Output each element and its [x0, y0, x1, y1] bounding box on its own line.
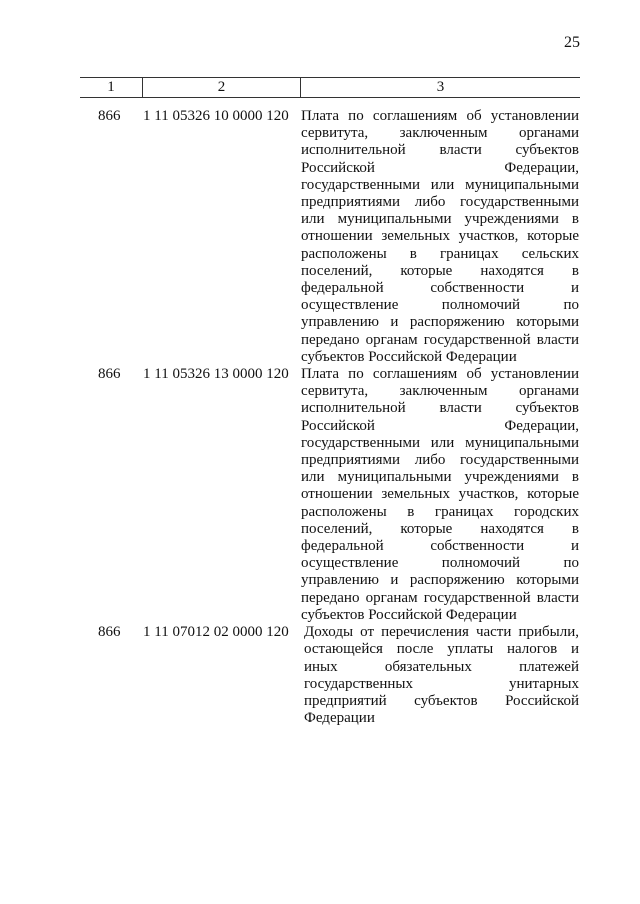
description-line: государственными или муниципальными — [301, 176, 579, 193]
description-line: осуществление полномочий по — [301, 297, 579, 314]
description-line: отношении земельных участков, которые — [301, 228, 579, 245]
description-line: поселений, которые находятся в — [301, 262, 579, 279]
description-line: исполнительной власти субъектов — [301, 400, 579, 417]
description-line: остающейся после уплаты налогов и — [304, 641, 579, 658]
description-line: предприятий субъектов Российской — [304, 692, 579, 709]
description-line: субъектов Российской Федерации — [301, 348, 517, 365]
description-line: Федерации — [304, 710, 375, 727]
description-line: расположены в границах сельских — [301, 245, 579, 262]
description-line: расположены в границах городских — [301, 503, 579, 520]
description-line: отношении земельных участков, которые — [301, 486, 579, 503]
budget-classification-code: 1 11 05326 13 0000 120 — [143, 366, 289, 383]
description-line: Российской Федерации, — [301, 417, 579, 434]
description-line: передано органам государственной власти — [301, 331, 579, 348]
income-description — [301, 366, 579, 624]
admin-code: 866 — [98, 366, 121, 383]
description-line: исполнительной власти субъектов — [301, 142, 579, 159]
description-line: управлению и распоряжению которыми — [301, 314, 579, 331]
income-description — [301, 108, 579, 366]
description-line: осуществление полномочий по — [301, 555, 579, 572]
description-line: федеральной собственности и — [301, 538, 579, 555]
budget-codes-table — [80, 77, 580, 727]
admin-code: 866 — [98, 624, 121, 641]
description-line: предприятиями либо государственными — [301, 452, 579, 469]
budget-classification-code: 1 11 07012 02 0000 120 — [143, 624, 289, 641]
description-line: субъектов Российской Федерации — [301, 606, 517, 623]
description-line: государственными или муниципальными — [301, 434, 579, 451]
description-line: передано органам государственной власти — [301, 589, 579, 606]
header-col-1: 1 — [80, 78, 143, 97]
description-line: Плата по соглашениям об установлении — [301, 108, 579, 124]
description-line: или муниципальными учреждениями в — [301, 211, 579, 228]
description-line: федеральной собственности и — [301, 280, 579, 297]
description-line: Плата по соглашениям об установлении — [301, 366, 579, 383]
header-col-2: 2 — [143, 78, 301, 97]
table-body — [80, 108, 580, 727]
income-description — [304, 624, 579, 727]
description-line: предприятиями либо государственными — [301, 194, 579, 211]
budget-classification-code: 1 11 05326 10 0000 120 — [143, 108, 289, 124]
description-line: иных обязательных платежей — [304, 658, 579, 675]
table-row — [80, 108, 580, 366]
description-line: или муниципальными учреждениями в — [301, 469, 579, 486]
description-line: Доходы от перечисления части прибыли, — [304, 624, 579, 641]
table-row — [80, 624, 580, 727]
table-header-row — [80, 77, 580, 98]
description-line: сервитута, заключенным органами — [301, 125, 579, 142]
description-line: сервитута, заключенным органами — [301, 383, 579, 400]
description-line: Российской Федерации, — [301, 159, 579, 176]
header-col-3: 3 — [436, 79, 445, 95]
description-line: управлению и распоряжению которыми — [301, 572, 579, 589]
admin-code: 866 — [98, 108, 121, 124]
description-line: поселений, которые находятся в — [301, 520, 579, 537]
table-row — [80, 366, 580, 624]
description-line: государственных унитарных — [304, 675, 579, 692]
page-number: 25 — [564, 34, 580, 51]
